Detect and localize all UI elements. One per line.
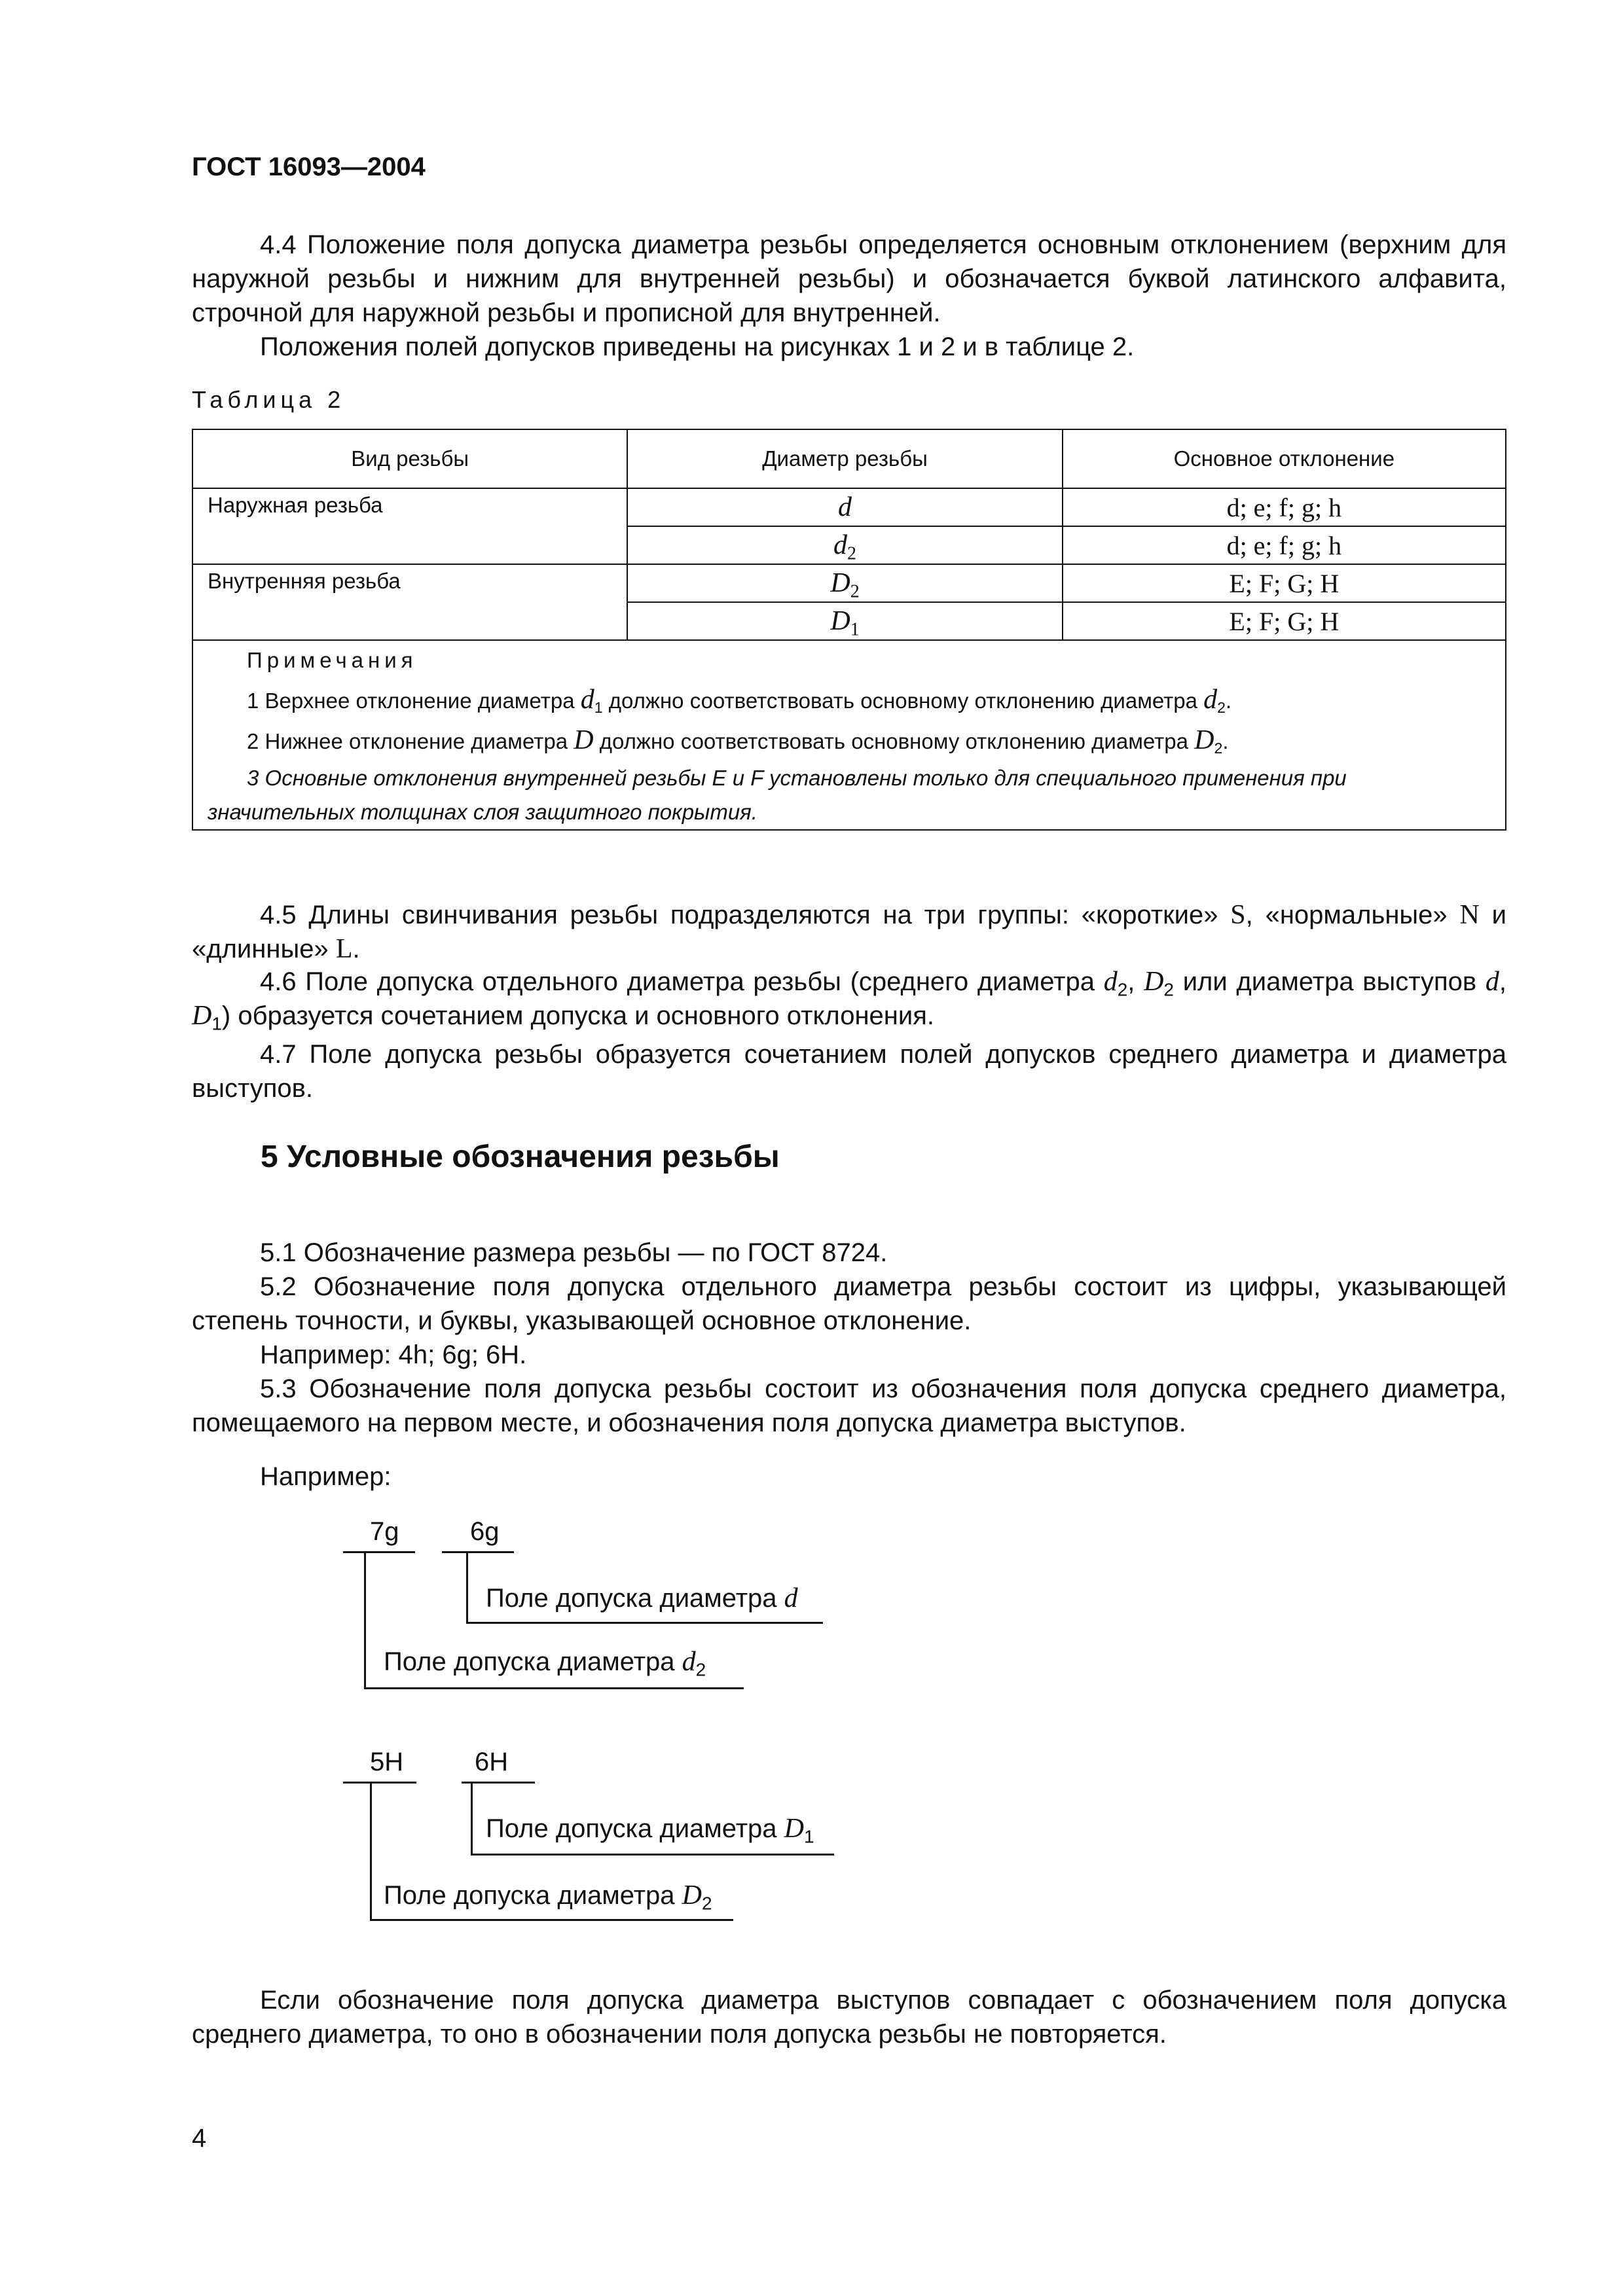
diagram2-underline-left	[343, 1782, 416, 1784]
deviation-cell: d; e; f; g; h	[1063, 526, 1506, 564]
paragraph-4-7: 4.7 Поле допуска резьбы образуется сочетанием полей допусков среднего диаметра и диаметра выступов.	[192, 1040, 1506, 1103]
diagram1-leader-right-h	[466, 1622, 823, 1624]
paragraph-4-6: 4.6 Поле допуска отдельного диаметра резьбы (среднего диаметра $d_2$, $D_2$ или диаметра выступов d, $D_1$) образуется сочетанием допуска и основного отклонения.	[192, 967, 1506, 1034]
deviation-cell: d; e; f; g; h	[1063, 488, 1506, 526]
diagram2-leader-left-h	[370, 1919, 733, 1921]
thread-type-cell: Наружная резьба	[192, 488, 627, 564]
document-header: ГОСТ 16093—2004	[192, 152, 426, 181]
diagram1-label-crest: Поле допуска диаметра d	[486, 1583, 798, 1613]
table-notes	[192, 640, 1506, 830]
diagram1-underline-left	[343, 1551, 415, 1553]
deviation-cell: E; F; G; H	[1063, 602, 1506, 640]
note-1: 1 Верхнее отклонение диаметра $d_1$ должно соответствовать основному отклонению диаметра $d_2$.	[247, 685, 1232, 716]
diameter-cell: $d_2$	[627, 526, 1062, 564]
table-row	[192, 488, 1506, 526]
diagram2-crest-tolerance: 6H	[475, 1748, 509, 1776]
table-header-cell: Вид резьбы	[192, 429, 627, 488]
diameter-cell: $D_2$	[627, 564, 1062, 602]
diagram2-leader-right	[471, 1784, 473, 1856]
diagram2-pitch-tolerance: 5H	[370, 1748, 404, 1776]
diagram1-underline-right	[442, 1551, 514, 1553]
paragraph-5-2-example: Например: 4h; 6g; 6H.	[260, 1340, 527, 1369]
thread-type-cell: Внутренняя резьба	[192, 564, 627, 640]
deviation-cell: E; F; G; H	[1063, 564, 1506, 602]
table-header-row	[192, 429, 1506, 488]
diagram1-crest-tolerance: 6g	[470, 1517, 500, 1546]
paragraph-4-4-figures-ref: Положения полей допусков приведены на рисунках 1 и 2 и в таблице 2.	[260, 332, 1135, 361]
table-2	[192, 429, 1506, 831]
paragraph-5-2: 5.2 Обозначение поля допуска отдельного диаметра резьбы состоит из цифры, указывающей степень точности, и буквы, указывающей основное отклонение.	[192, 1272, 1506, 1335]
table-row	[192, 564, 1506, 602]
example-label: Например:	[260, 1462, 392, 1491]
diagram1-label-pitch: Поле допуска диаметра $d_2$	[384, 1647, 706, 1680]
table-header-cell: Основное отклонение	[1063, 429, 1506, 488]
section-heading-5: 5 Условные обозначения резьбы	[261, 1139, 780, 1174]
diagram1-pitch-tolerance: 7g	[370, 1517, 399, 1546]
paragraph-5-1: 5.1 Обозначение размера резьбы — по ГОСТ 8724.	[260, 1238, 888, 1267]
paragraph-4-5: 4.5 Длины свинчивания резьбы подразделяются на три группы: «короткие» S, «нормальные» N и «длинные» L.	[192, 900, 1506, 964]
diagram1-leader-left-h	[364, 1687, 744, 1689]
paragraph-5-3: 5.3 Обозначение поля допуска резьбы состоит из обозначения поля допуска среднего диаметра, помещаемого на первом месте, и обозначения поля допуска диаметра выступов.	[192, 1374, 1506, 1437]
notes-title: Примечания	[247, 648, 418, 672]
page-number: 4	[192, 2124, 207, 2153]
diagram1-leader-right	[466, 1553, 468, 1624]
table-notes-row	[192, 640, 1506, 830]
diameter-cell: d	[627, 488, 1062, 526]
diagram2-label-pitch: Поле допуска диаметра $D_2$	[384, 1880, 712, 1914]
table-header-cell: Диаметр резьбы	[627, 429, 1062, 488]
diagram2-leader-right-h	[471, 1854, 834, 1856]
diagram2-label-crest: Поле допуска диаметра $D_1$	[486, 1814, 814, 1847]
diagram1-leader-left	[364, 1553, 366, 1689]
diagram2-leader-left	[370, 1784, 372, 1921]
final-paragraph: Если обозначение поля допуска диаметра выступов совпадает с обозначением поля допуска среднего диаметра, то оно в обозначении поля допуска резьбы не повторяется.	[192, 1986, 1506, 2049]
diameter-cell: $D_1$	[627, 602, 1062, 640]
note-2: 2 Нижнее отклонение диаметра D должно соответствовать основному отклонению диаметра $D_2$.	[247, 725, 1229, 757]
table-caption: Таблица 2	[192, 386, 346, 413]
paragraph-4-4: 4.4 Положение поля допуска диаметра резьбы определяется основным отклонением (верхним для наружной резьбы и нижним для внутренней резьбы) и обозначается буквой латинского алфавита, строчной для наружной резьбы и прописной для внутренней.	[192, 230, 1506, 327]
note-3: 3 Основные отклонения внутренней резьбы E и F установлены только для специального применения при значительных толщинах слоя защитного покрытия.	[208, 766, 1347, 824]
